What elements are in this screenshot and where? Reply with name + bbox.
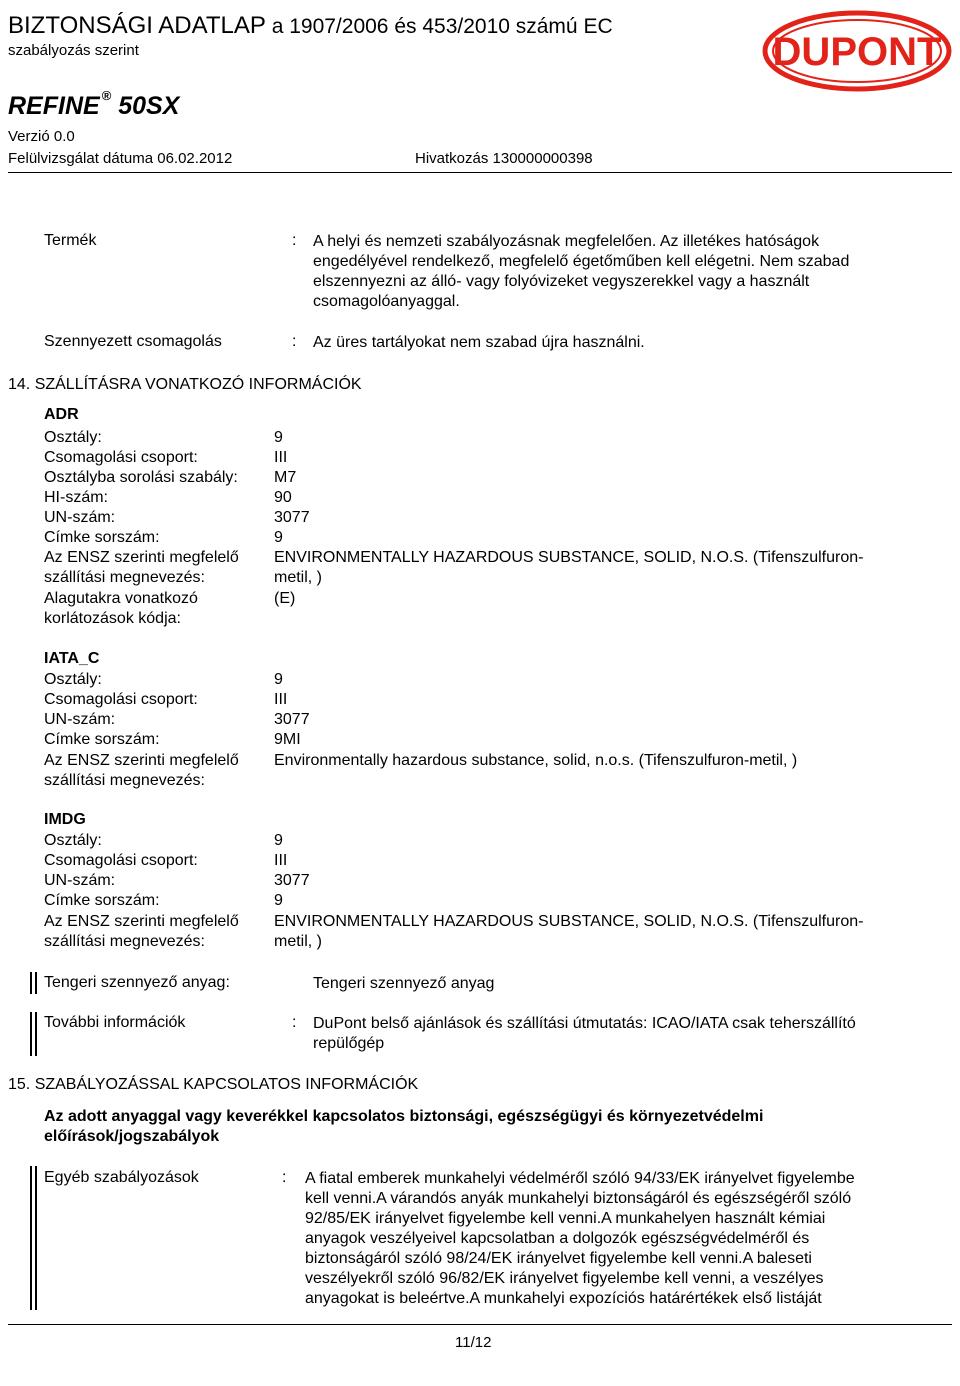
other-regulations-label: Egyéb szabályozások	[44, 1169, 199, 1186]
dupont-logo	[762, 10, 952, 92]
adr-value: 3077	[274, 509, 310, 526]
other-regulations-line: veszélyekről szóló 96/82/EK irányelvet figyelembe kell venni, a veszélyes	[305, 1270, 824, 1287]
other-regulations-line: kell venni.A várandós anyák munkahelyi biztonságáról és egészségéről szóló	[305, 1190, 852, 1207]
section-15-title: 15. SZABÁLYOZÁSSAL KAPCSOLATOS INFORMÁCIÓK	[8, 1076, 419, 1093]
adr-tunnel-label-1: Alagutakra vonatkozó	[44, 590, 198, 607]
iata-value: III	[274, 691, 288, 708]
registered-mark: ®	[101, 88, 112, 103]
adr-row	[44, 428, 283, 448]
iata-heading: IATA_C	[44, 650, 100, 667]
iata-key: Címke sorszám:	[44, 731, 160, 748]
adr-key: Csomagolási csoport:	[44, 449, 198, 466]
adr-shipping-name-value-1: ENVIRONMENTALLY HAZARDOUS SUBSTANCE, SOLID, N.O.S. (Tifenszulfuron-	[274, 549, 864, 566]
imdg-shipping-name-value-2: metil, )	[274, 933, 322, 950]
other-regulations-text	[305, 1169, 855, 1309]
adr-shipping-name-value	[274, 548, 863, 588]
other-regulations-line: A fiatal emberek munkahelyi védelméről szóló 94/33/EK irányelvet figyelembe	[305, 1170, 855, 1187]
adr-value: 9	[274, 429, 283, 446]
imdg-key: Osztály:	[44, 832, 102, 849]
change-bar	[35, 1012, 37, 1056]
adr-shipping-name-value-2: metil, )	[274, 569, 322, 586]
logo-text: DUPONT	[772, 30, 942, 74]
adr-shipping-name-label-2: szállítási megnevezés:	[44, 569, 205, 586]
change-bar	[30, 1012, 32, 1056]
adr-shipping-name-label-1: Az ENSZ szerinti megfelelő	[44, 549, 239, 566]
adr-row	[44, 468, 296, 488]
page-number: 11/12	[455, 1334, 492, 1351]
iata-value: 9	[274, 671, 283, 688]
iata-row	[44, 670, 283, 690]
adr-value: M7	[274, 469, 297, 486]
change-bar	[35, 972, 37, 994]
imdg-key: Címke sorszám:	[44, 892, 160, 909]
other-regulations-line: anyagok veszélyeivel kapcsolatban a dolgozók egészségvédelméről és	[305, 1230, 810, 1247]
imdg-value: III	[274, 852, 288, 869]
imdg-row	[44, 891, 283, 911]
imdg-row	[44, 871, 310, 891]
product-disposal-text-2: engedélyével rendelkező, megfelelő égetőműben kell elégetni. Nem szabad	[313, 253, 850, 270]
marine-pollutant-value: Tengeri szennyező anyag	[313, 975, 495, 992]
document-title-main: BIZTONSÁGI ADATLAP	[8, 12, 266, 39]
imdg-key: Csomagolási csoport:	[44, 852, 198, 869]
section-15-subtitle-1: Az adott anyaggal vagy keverékkel kapcsolatos biztonsági, egészségügyi és környezetvédelmi	[44, 1108, 764, 1125]
iata-key: UN-szám:	[44, 711, 116, 728]
further-info-label: További információk	[44, 1014, 186, 1031]
packaging-label: Szennyezett csomagolás	[44, 333, 222, 350]
iata-row	[44, 690, 287, 710]
iata-key: Csomagolási csoport:	[44, 691, 198, 708]
iata-value: 9MI	[274, 731, 301, 748]
other-regulations-colon: :	[282, 1169, 287, 1186]
further-info-colon: :	[292, 1014, 297, 1031]
product-disposal-text-4: csomagolóanyaggal.	[313, 293, 460, 310]
iata-shipping-name-label-2: szállítási megnevezés:	[44, 772, 205, 789]
change-bar	[30, 1166, 32, 1310]
adr-row	[44, 488, 292, 508]
review-date: Felülvizsgálat dátuma 06.02.2012	[8, 150, 233, 167]
other-regulations-line: biztonságáról szóló 98/24/EK irányelvet figyelembe kell venni.A baleseti	[305, 1250, 812, 1267]
imdg-row	[44, 831, 283, 851]
adr-key: UN-szám:	[44, 509, 116, 526]
imdg-heading: IMDG	[44, 811, 86, 828]
adr-key: Osztály:	[44, 429, 102, 446]
product-disposal-text-3: elszennyezni az álló- vagy folyóvizeket vegyszerekkel vagy a használt	[313, 273, 810, 290]
adr-row	[44, 448, 287, 468]
footer-divider	[8, 1324, 952, 1325]
marine-pollutant-label: Tengeri szennyező anyag:	[44, 974, 230, 991]
iata-value: 3077	[274, 711, 310, 728]
iata-key: Osztály:	[44, 671, 102, 688]
imdg-key: UN-szám:	[44, 872, 116, 889]
adr-tunnel-value: (E)	[274, 590, 296, 607]
adr-shipping-name-label	[44, 548, 239, 588]
imdg-shipping-name-value-1: ENVIRONMENTALLY HAZARDOUS SUBSTANCE, SOLID, N.O.S. (Tifenszulfuron-	[274, 913, 864, 930]
packaging-text: Az üres tartályokat nem szabad újra használni.	[313, 334, 645, 351]
adr-row	[44, 528, 283, 548]
other-regulations-line: anyagokat is beleértve.A munkahelyi expozíciós határértékek első listáját	[305, 1290, 822, 1307]
product-name	[8, 88, 179, 121]
adr-key: HI-szám:	[44, 489, 108, 506]
product-disposal-colon: :	[292, 232, 297, 249]
iata-row	[44, 730, 301, 750]
reference-number: Hivatkozás 130000000398	[415, 150, 593, 167]
adr-value: 9	[274, 529, 283, 546]
imdg-value: 3077	[274, 872, 310, 889]
iata-shipping-name-label	[44, 751, 239, 791]
imdg-shipping-name-label-1: Az ENSZ szerinti megfelelő	[44, 913, 239, 930]
imdg-row	[44, 851, 287, 871]
change-bar	[35, 1166, 37, 1310]
section-14-title: 14. SZÁLLÍTÁSRA VONATKOZÓ INFORMÁCIÓK	[8, 376, 362, 393]
imdg-shipping-name-label	[44, 912, 239, 952]
adr-heading: ADR	[44, 406, 79, 423]
other-regulations-line: 92/85/EK irányelvet figyelembe kell venni.A munkahelyen használt kémiai	[305, 1210, 826, 1227]
header-divider	[8, 172, 952, 173]
imdg-value: 9	[274, 832, 283, 849]
version-label: Verzió 0.0	[8, 128, 75, 145]
further-info-value-1: DuPont belső ajánlások és szállítási útmutatás: ICAO/IATA csak teherszállító	[313, 1015, 856, 1032]
imdg-shipping-name-value	[274, 912, 863, 952]
product-disposal-label: Termék	[44, 232, 97, 249]
adr-row	[44, 508, 310, 528]
product-disposal-text-1: A helyi és nemzeti szabályozásnak megfelelően. Az illetékes hatóságok	[313, 233, 820, 250]
adr-tunnel-label-2: korlátozások kódja:	[44, 610, 181, 627]
document-title	[8, 12, 613, 40]
adr-value: 90	[274, 489, 292, 506]
document-title-regulation: a 1907/2006 és 453/2010 számú EC	[271, 15, 613, 38]
adr-key: Osztályba sorolási szabály:	[44, 469, 238, 486]
change-bar	[30, 972, 32, 994]
further-info-value-2: repülőgép	[313, 1035, 385, 1052]
packaging-colon: :	[292, 333, 297, 350]
imdg-shipping-name-label-2: szállítási megnevezés:	[44, 933, 205, 950]
product-name-main: REFINE	[8, 92, 100, 120]
iata-shipping-name-label-1: Az ENSZ szerinti megfelelő	[44, 752, 239, 769]
imdg-value: 9	[274, 892, 283, 909]
adr-tunnel-label	[44, 589, 198, 629]
adr-value: III	[274, 449, 288, 466]
adr-key: Címke sorszám:	[44, 529, 160, 546]
iata-row	[44, 710, 310, 730]
iata-shipping-name-value: Environmentally hazardous substance, solid, n.o.s. (Tifenszulfuron-metil, )	[274, 752, 798, 769]
section-15-subtitle-2: előírások/jogszabályok	[44, 1128, 220, 1145]
document-subtitle: szabályozás szerint	[8, 42, 139, 59]
product-name-suffix: 50SX	[118, 92, 180, 120]
